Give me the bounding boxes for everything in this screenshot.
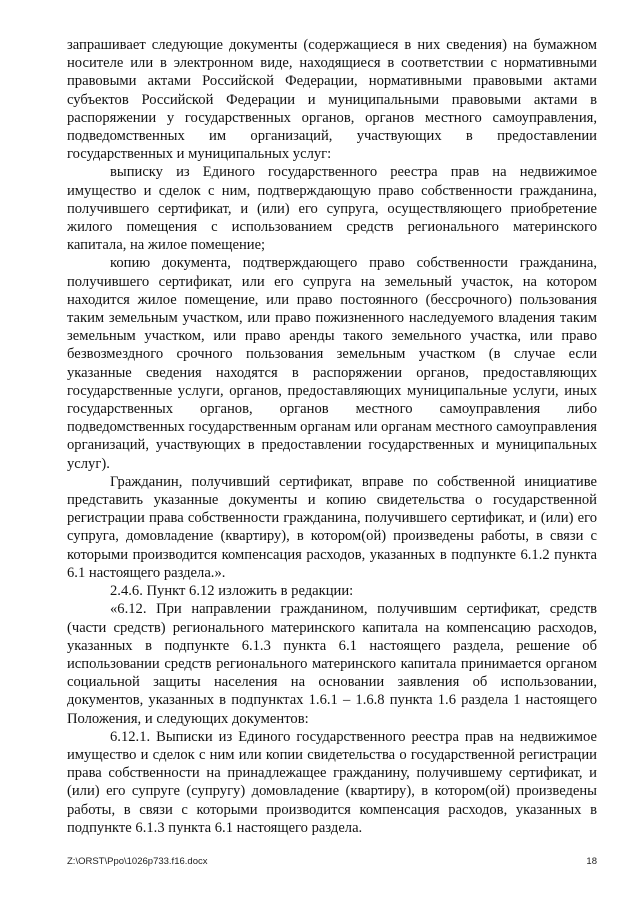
paragraph-6: «6.12. При направлении гражданином, получившим сертификат, средств (части средств) регионального материнского капитала на компенсацию расходов, указанных в подпункте 6.1.3 пункта 6.1 настоящего раздела, решение об использовании средств регионального материнского капитала принимается органом социальной защиты населения на основании заявления об использовании, документов, указанных в подпунктах 1.6.1 – 1.6.8 пункта 1.6 раздела 1 настоящего Положения, и следующих документов:	[67, 601, 597, 727]
paragraph-1: запрашивает следующие документы (содержащиеся в них сведения) на бумажном носителе или в электронном виде, находящиеся в соответствии с нормативными правовыми актами Российской Федерации, нормативными правовыми актами субъектов Российской Федерации и муниципальными правовыми актами в распоряжении у государственных органов, органов местного самоуправления, подведомственных им организаций, участвующих в предоставлении государственных и муниципальных услуг:	[67, 37, 597, 163]
page-number: 18	[586, 856, 597, 867]
file-path: Z:\ORST\Ppo\1026p733.f16.docx	[67, 856, 208, 867]
document-body	[67, 36, 597, 837]
paragraph-2: выписку из Единого государственного реестра прав на недвижимое имущество и сделок с ним, подтверждающую право собственности гражданина, получившего сертификат, и (или) его супруга, осуществляющего приобретение жилого помещения с использованием средств регионального материнского капитала, на жилое помещение;	[67, 164, 597, 254]
paragraph-5: 2.4.6. Пункт 6.12 изложить в редакции:	[110, 583, 354, 600]
paragraph-3: копию документа, подтверждающего право собственности гражданина, получившего сертификат, или его супруга на земельный участок, на котором находится жилое помещение, или право постоянного (бессрочного) пользования таким земельным участком, или право пожизненного наследуемого владения таким земельным участком, или право аренды такого земельного участка, или право безвозмездного срочного пользования земельным участком (в случае если указанные сведения находятся в распоряжении органов, предоставляющих государственные услуги, органов, предоставляющих муниципальные услуги, иных государственных органов, органов местного самоуправления либо подведомственных государственным органам или органам местного самоуправления организаций, участвующих в предоставлении государственных и муниципальных услуг).	[67, 255, 597, 472]
paragraph-4: Гражданин, получивший сертификат, вправе по собственной инициативе представить указанные документы и копию свидетельства о государственной регистрации права собственности гражданина, получившего сертификат, и (или) его супруга, домовладение (квартиру), в котором(ой) произведены работы, в связи с которыми производится компенсация расходов, указанных в подпункте 6.1.2 пункта 6.1 настоящего раздела.».	[67, 473, 597, 581]
paragraph-7: 6.12.1. Выписки из Единого государственного реестра прав на недвижимое имущество и сделок с ним или копии свидетельства о государственной регистрации права собственности на принадлежащее гражданину, получившему сертификат, и (или) его супруге (супругу) домовладение (квартиру), в котором(ой) произведены работы, в связи с которыми производится компенсация расходов, указанных в подпункте 6.1.3 пункта 6.1 настоящего раздела.	[67, 728, 597, 836]
